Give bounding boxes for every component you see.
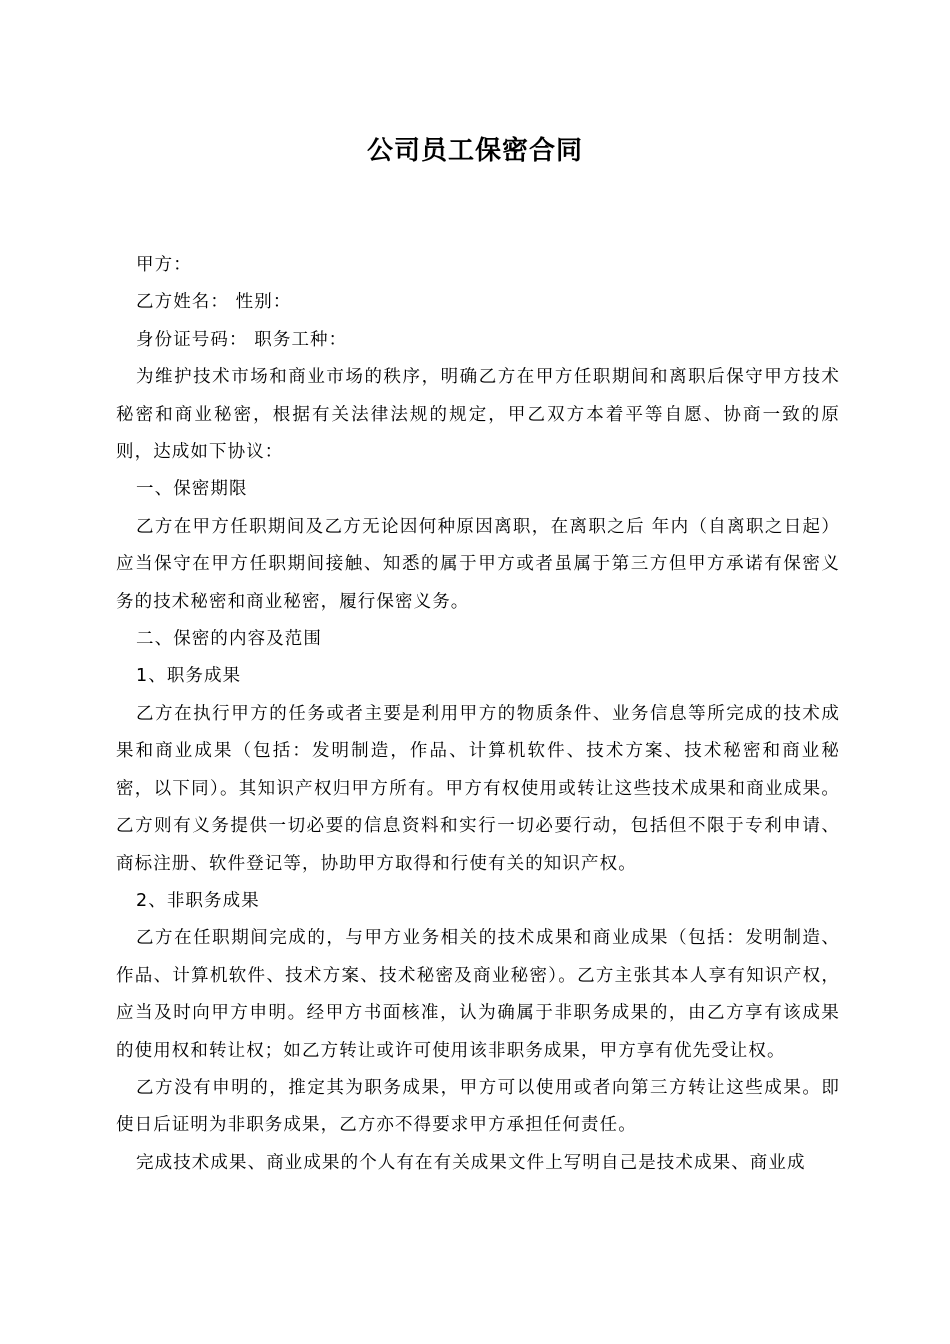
document-body	[116, 247, 840, 1182]
non-work-results-paragraph: 乙方在任职期间完成的，与甲方业务相关的技术成果和商业成果（包括：发明制造、作品、计算机软件、技术方案、技术秘密及商业秘密）。乙方主张其本人享有知识产权，应当及时向甲方申明。经甲方书面核准，认为确属于非职务成果的，由乙方享有该成果的使用权和转让权；如乙方转让或许可使用该非职务成果，甲方享有优先受让权。	[116, 928, 840, 1061]
section-heading-confidentiality-period: 一、保密期限	[136, 479, 248, 500]
subheading-non-work-results: 2、非职务成果	[136, 890, 260, 911]
preamble-paragraph: 为维护技术市场和商业市场的秩序，明确乙方在甲方任职期间和离职后保守甲方技术秘密和商业秘密，根据有关法律法规的规定，甲乙双方本着平等自愿、协商一致的原则，达成如下协议：	[116, 367, 840, 463]
authorship-paragraph: 完成技术成果、商业成果的个人有在有关成果文件上写明自己是技术成果、商业成	[136, 1152, 806, 1173]
confidentiality-period-paragraph: 乙方在甲方任职期间及乙方无论因何种原因离职，在离职之后 年内（自离职之日起）应当保守在甲方任职期间接触、知悉的属于甲方或者虽属于第三方但甲方承诺有保密义务的技术秘密和商业秘密，履行保密义务。	[116, 516, 840, 612]
section-heading-scope: 二、保密的内容及范围	[136, 629, 322, 650]
id-number-position-line: 身份证号码： 职务工种：	[136, 329, 348, 350]
document-title: 公司员工保密合同	[366, 136, 583, 166]
party-b-name-gender-line: 乙方姓名： 性别：	[136, 292, 292, 313]
work-results-paragraph: 乙方在执行甲方的任务或者主要是利用甲方的物质条件、业务信息等所完成的技术成果和商业成果（包括：发明制造，作品、计算机软件、技术方案、技术秘密和商业秘密，以下同）。其知识产权归甲方所有。甲方有权使用或转让这些技术成果和商业成果。乙方则有义务提供一切必要的信息资料和实行一切必要行动，包括但不限于专利申请、商标注册、软件登记等，协助甲方取得和行使有关的知识产权。	[116, 703, 840, 874]
undeclared-results-paragraph: 乙方没有申明的，推定其为职务成果，甲方可以使用或者向第三方转让这些成果。即使日后证明为非职务成果，乙方亦不得要求甲方承担任何责任。	[116, 1077, 840, 1136]
subheading-work-results: 1、职务成果	[136, 666, 242, 687]
party-a-line: 甲方：	[136, 255, 192, 275]
